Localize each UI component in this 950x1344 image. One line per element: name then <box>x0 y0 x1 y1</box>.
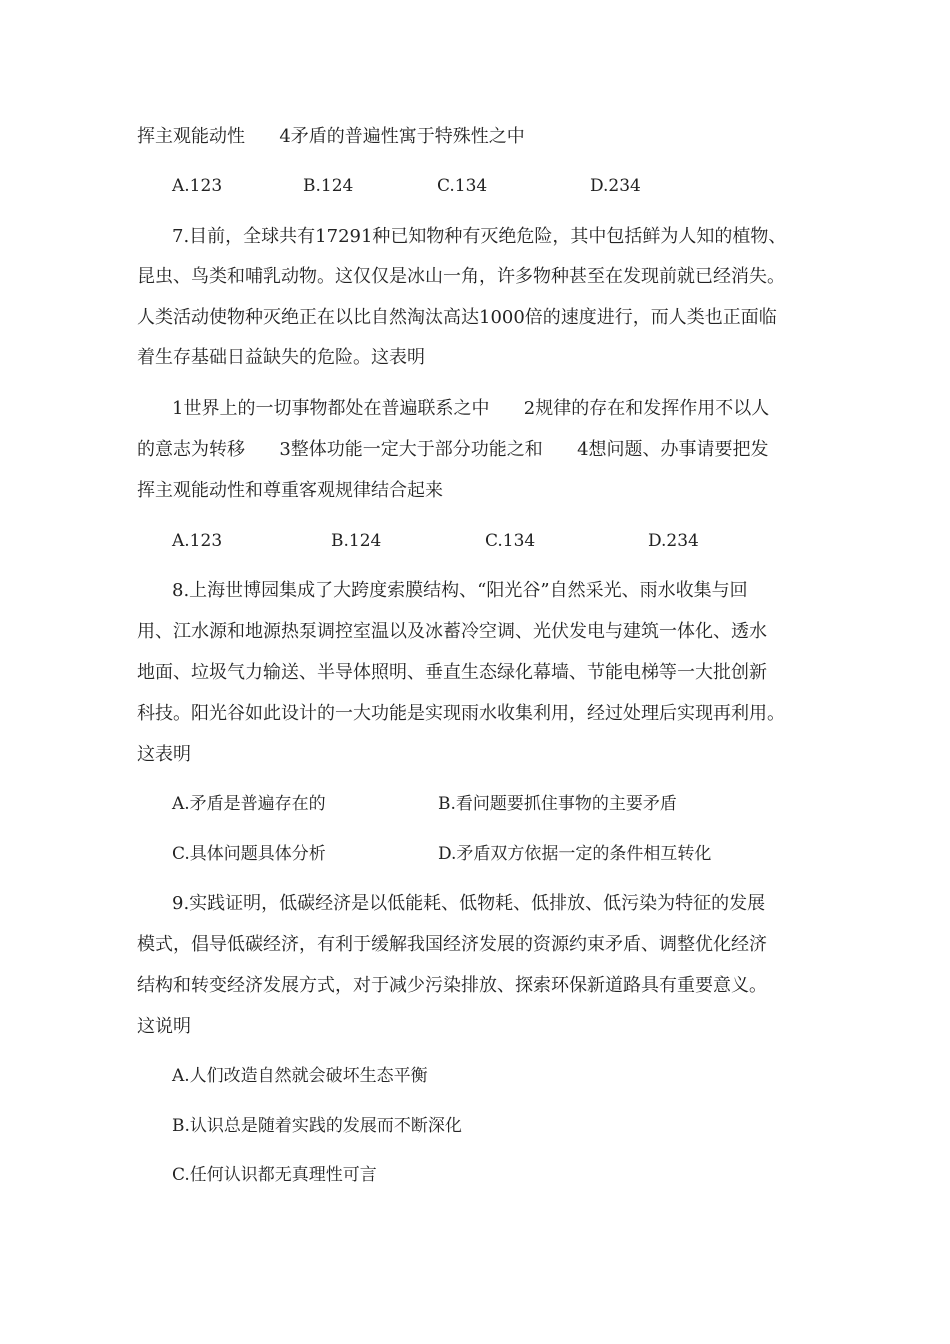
q8-stem-line: 用、江水源和地源热泵调控室温以及冰蓄冷空调、光伏发电与建筑一体化、透水 <box>137 621 767 642</box>
q7-option-d: D.234 <box>648 531 699 551</box>
q9-option-b: B.认识总是随着实践的发展而不断深化 <box>172 1116 462 1136</box>
q6-option-a: A.123 <box>172 176 223 196</box>
q7-option-c: C.134 <box>485 531 536 551</box>
q9-stem-line: 这说明 <box>137 1016 191 1037</box>
q9-option-a: A.人们改造自然就会破坏生态平衡 <box>172 1066 428 1086</box>
q9-stem-line: 模式，倡导低碳经济，有利于缓解我国经济发展的资源约束矛盾、调整优化经济 <box>137 934 767 955</box>
q6-option-c: C.134 <box>437 176 488 196</box>
q7-option-a: A.123 <box>172 531 223 551</box>
q7-statement-line: 的意志为转移 3整体功能一定大于部分功能之和 4想问题、办事请要把发 <box>137 439 769 460</box>
q7-option-b: B.124 <box>331 531 382 551</box>
q8-stem-line: 科技。阳光谷如此设计的一大功能是实现雨水收集利用，经过处理后实现再利用。 <box>137 703 785 724</box>
q6-option-d: D.234 <box>590 176 641 196</box>
q8-stem-line: 这表明 <box>137 744 191 765</box>
q8-option-a: A.矛盾是普遍存在的 <box>172 794 326 814</box>
q7-stem-line: 人类活动使物种灭绝正在以比自然淘汰高达1000倍的速度进行，而人类也正面临 <box>137 307 777 328</box>
q7-statement-line: 1世界上的一切事物都处在普遍联系之中 2规律的存在和发挥作用不以人 <box>172 398 770 419</box>
q7-stem-line: 7.目前，全球共有17291种已知物种有灭绝危险，其中包括鲜为人知的植物、 <box>172 226 787 247</box>
q8-option-b: B.看问题要抓住事物的主要矛盾 <box>438 794 677 814</box>
q6-statement-tail: 挥主观能动性 4矛盾的普遍性寓于特殊性之中 <box>137 126 525 147</box>
q7-stem-line: 昆虫、鸟类和哺乳动物。这仅仅是冰山一角，许多物种甚至在发现前就已经消失。 <box>137 266 785 287</box>
q8-option-d: D.矛盾双方依据一定的条件相互转化 <box>438 844 712 864</box>
q9-stem-line: 9.实践证明，低碳经济是以低能耗、低物耗、低排放、低污染为特征的发展 <box>172 893 766 914</box>
q8-stem-line: 8.上海世博园集成了大跨度索膜结构、“阳光谷”自然采光、雨水收集与回 <box>172 580 748 601</box>
q9-option-c: C.任何认识都无真理性可言 <box>172 1165 377 1185</box>
q8-option-c: C.具体问题具体分析 <box>172 844 326 864</box>
q7-stem-line: 着生存基础日益缺失的危险。这表明 <box>137 347 425 368</box>
q7-statement-line: 挥主观能动性和尊重客观规律结合起来 <box>137 480 443 501</box>
q9-stem-line: 结构和转变经济发展方式，对于减少污染排放、探索环保新道路具有重要意义。 <box>137 975 767 996</box>
q6-option-b: B.124 <box>303 176 354 196</box>
q8-stem-line: 地面、垃圾气力输送、半导体照明、垂直生态绿化幕墙、节能电梯等一大批创新 <box>137 662 767 683</box>
